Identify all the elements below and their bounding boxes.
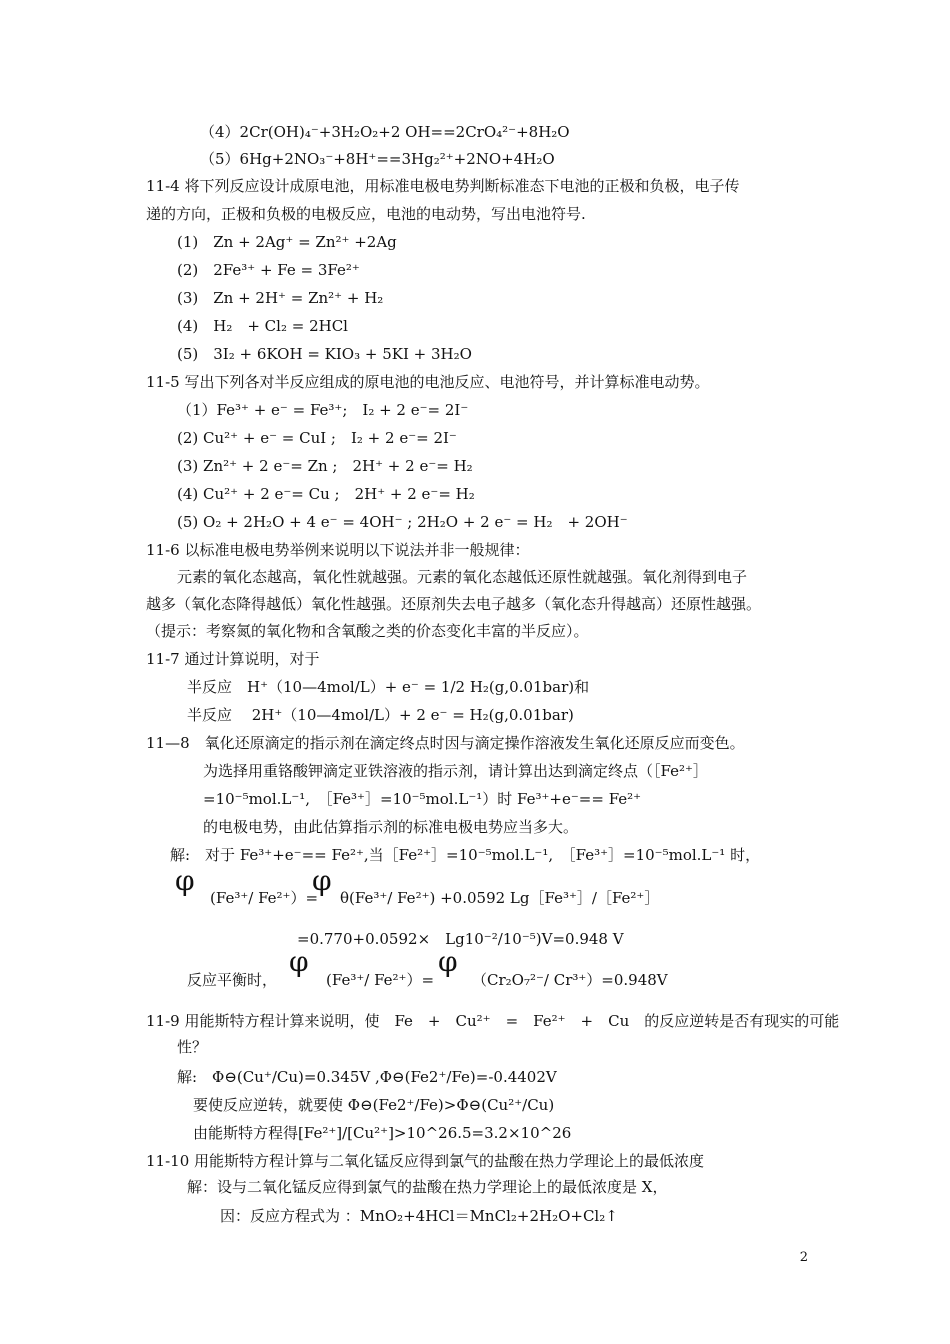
problem-11-8-text-3: 的电极电势，由此估算指示剂的标准电极电势应当多大。 [203, 818, 579, 836]
solution-11-10-line-2: 因：反应方程式为 ：MnO₂+4HCl＝MnCl₂+2H₂O+Cl₂↑ [220, 1207, 618, 1225]
reaction-1: (1) Zn + 2Ag⁺ = Zn²⁺ +2Ag [177, 233, 397, 251]
nernst-expression: θ(Fe³⁺/ Fe²⁺) +0.0592 Lg［Fe³⁺］/［Fe²⁺］ [340, 889, 660, 907]
problem-11-10-title: 11-10 用能斯特方程计算与二氧化锰反应得到氯气的盐酸在热力学理论上的最低浓度 [146, 1152, 705, 1170]
half-reaction-5: (5) O₂ + 2H₂O + 4 e⁻ = 4OH⁻ ; 2H₂O + 2 e⁻ = H₂ + 2OH⁻ [177, 513, 628, 531]
nernst-result: =0.770+0.0592× Lg10⁻²/10⁻⁵)V=0.948 V [297, 930, 624, 948]
phi-symbol: φ [312, 864, 332, 897]
problem-11-8-title: 11—8 氧化还原滴定的指示剂在滴定终点时因与滴定操作溶液发生氧化还原反应而变色。 [146, 734, 745, 752]
problem-11-8-text-2: =10⁻⁵mol.L⁻¹, ［Fe³⁺］=10⁻⁵mol.L⁻¹）时 Fe³⁺+e⁻== Fe²⁺ [203, 790, 642, 808]
problem-11-6-text-2: 越多（氧化态降得越低）氧化性越强。还原剂失去电子越多（氧化态升得越高）还原性越强。 [146, 595, 762, 613]
problem-11-8-text-1: 为选择用重铬酸钾滴定亚铁溶液的指示剂，请计算出达到滴定终点（［Fe²⁺］ [203, 762, 708, 780]
indicator-potential: （Cr₂O₇²⁻/ Cr³⁺）=0.948V [472, 971, 668, 989]
half-reaction-b: 半反应 2H⁺（10—4mol/L）+ 2 e⁻ = H₂(g,0.01bar) [187, 706, 574, 724]
page-number: 2 [799, 1250, 808, 1265]
problem-11-9-title: 11-9 用能斯特方程计算来说明，使 Fe + Cu²⁺ = Fe²⁺ + Cu 的反应逆转是否有现实的可能 [146, 1012, 840, 1030]
phi-symbol: φ [438, 945, 458, 978]
problem-11-5-title: 11-5 写出下列各对半反应组成的原电池的电池反应、电池符号，并计算标准电动势。 [146, 373, 710, 391]
solution-11-8-intro: 解: 对于 Fe³⁺+e⁻== Fe²⁺,当［Fe²⁺］=10⁻⁵mol.L⁻¹, ［Fe³⁺］=10⁻⁵mol.L⁻¹ 时， [170, 846, 761, 864]
half-reaction-1: （1）Fe³⁺ + e⁻ = Fe³⁺; I₂ + 2 e⁻= 2I⁻ [177, 401, 469, 419]
half-reaction-3: (3) Zn²⁺ + 2 e⁻= Zn ; 2H⁺ + 2 e⁻= H₂ [177, 457, 473, 475]
equilibrium-label: 反应平衡时， [187, 971, 278, 989]
problem-11-4-text: 递的方向，正极和负极的电极反应，电池的电动势，写出电池符号. [146, 205, 586, 223]
reaction-3: (3) Zn + 2H⁺ = Zn²⁺ + H₂ [177, 289, 384, 307]
potential-label: (Fe³⁺/ Fe²⁺）= [210, 889, 319, 907]
problem-11-9-text: 性？ [177, 1038, 208, 1056]
eq-line-4: （4）2Cr(OH)₄⁻+3H₂O₂+2 OH==2CrO₄²⁻+8H₂O [200, 123, 570, 141]
problem-11-6-title: 11-6 以标准电极电势举例来说明以下说法并非一般规律： [146, 541, 530, 559]
solution-11-9-line-3: 由能斯特方程得[Fe²⁺]/[Cu²⁺]>10^26.5=3.2×10^26 [193, 1124, 572, 1142]
problem-11-6-hint: （提示：考察氮的氧化物和含氧酸之类的价态变化丰富的半反应）。 [146, 622, 589, 640]
half-reaction-4: (4) Cu²⁺ + 2 e⁻= Cu ; 2H⁺ + 2 e⁻= H₂ [177, 485, 475, 503]
reaction-4: (4) H₂ + Cl₂ = 2HCl [177, 317, 348, 335]
reaction-2: (2) 2Fe³⁺ + Fe = 3Fe²⁺ [177, 261, 360, 279]
equilibrium-potential: (Fe³⁺/ Fe²⁺）= [326, 971, 435, 989]
reaction-5: (5) 3I₂ + 6KOH = KIO₃ + 5KI + 3H₂O [177, 345, 472, 363]
phi-symbol: φ [175, 864, 195, 897]
problem-11-7-title: 11-7 通过计算说明，对于 [146, 650, 320, 668]
solution-11-9-line-2: 要使反应逆转，就要使 Φ⊖(Fe2⁺/Fe)>Φ⊖(Cu²⁺/Cu) [193, 1096, 555, 1114]
problem-11-4-title: 11-4 将下列反应设计成原电池，用标准电极电势判断标准态下电池的正极和负极，电子传 [146, 177, 740, 195]
solution-11-9-line-1: 解: Φ⊖(Cu⁺/Cu)=0.345V ,Φ⊖(Fe2⁺/Fe)=-0.4402V [177, 1068, 557, 1086]
half-reaction-a: 半反应 H⁺（10—4mol/L）+ e⁻ = 1/2 H₂(g,0.01bar)和 [187, 678, 590, 696]
problem-11-6-text-1: 元素的氧化态越高，氧化性就越强。元素的氧化态越低还原性就越强。氧化剂得到电子 [177, 568, 748, 586]
half-reaction-2: (2) Cu²⁺ + e⁻ = CuI ; I₂ + 2 e⁻= 2I⁻ [177, 429, 457, 447]
phi-symbol: φ [289, 945, 309, 978]
eq-line-5: （5）6Hg+2NO₃⁻+8H⁺==3Hg₂²⁺+2NO+4H₂O [200, 150, 555, 168]
solution-11-10-line-1: 解：设与二氧化锰反应得到氯气的盐酸在热力学理论上的最低浓度是 X， [187, 1178, 668, 1196]
